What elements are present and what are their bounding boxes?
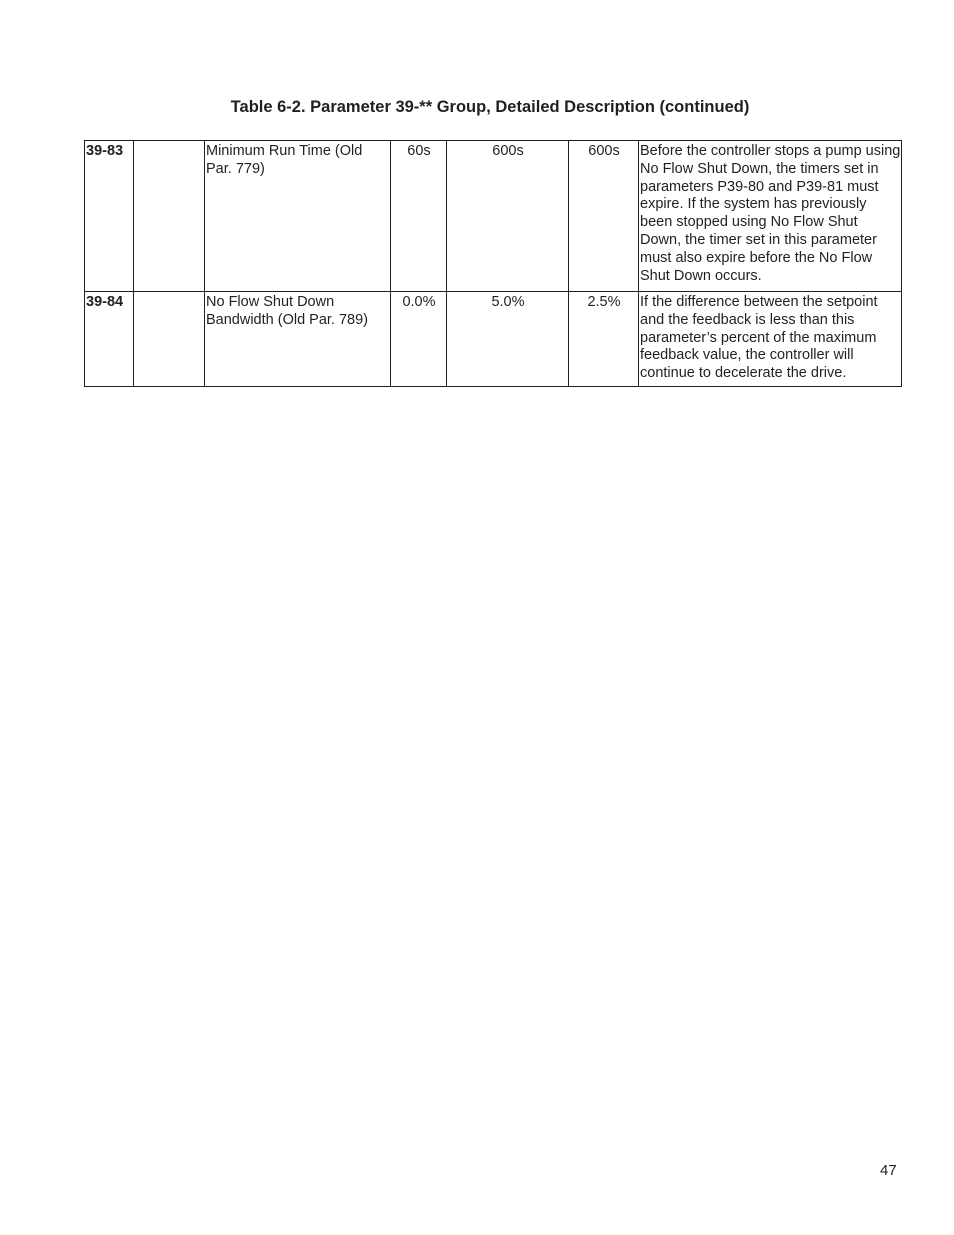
parameter-id-cell: 39-84	[85, 292, 134, 387]
min-value-cell: 60s	[391, 141, 447, 292]
parameter-name-cell: No Flow Shut Down Bandwidth (Old Par. 789)	[205, 292, 391, 387]
min-value-cell: 0.0%	[391, 292, 447, 387]
parameter-name-cell: Minimum Run Time (Old Par. 779)	[205, 141, 391, 292]
default-value-cell: 2.5%	[569, 292, 639, 387]
table-row	[85, 141, 902, 292]
max-value-cell: 600s	[447, 141, 569, 292]
description-cell: If the difference between the setpoint and the feedback is less than this parameter’s percent of the maximum feedback value, the controller will continue to decelerate the drive.	[639, 292, 902, 387]
default-value-cell: 600s	[569, 141, 639, 292]
parameter-id-cell: 39-83	[85, 141, 134, 292]
description-cell: Before the controller stops a pump using No Flow Shut Down, the timers set in parameters P39-80 and P39-81 must expire. If the system has previously been stopped using No Flow Shut Down, the timer set in this parameter must also expire before the No Flow Shut Down occurs.	[639, 141, 902, 292]
parameter-table	[84, 140, 902, 387]
page-title: Table 6-2. Parameter 39-** Group, Detailed Description (continued)	[230, 98, 750, 116]
blank-cell	[134, 292, 205, 387]
page-number: 47	[880, 1162, 897, 1179]
table-row	[85, 292, 902, 387]
blank-cell	[134, 141, 205, 292]
max-value-cell: 5.0%	[447, 292, 569, 387]
